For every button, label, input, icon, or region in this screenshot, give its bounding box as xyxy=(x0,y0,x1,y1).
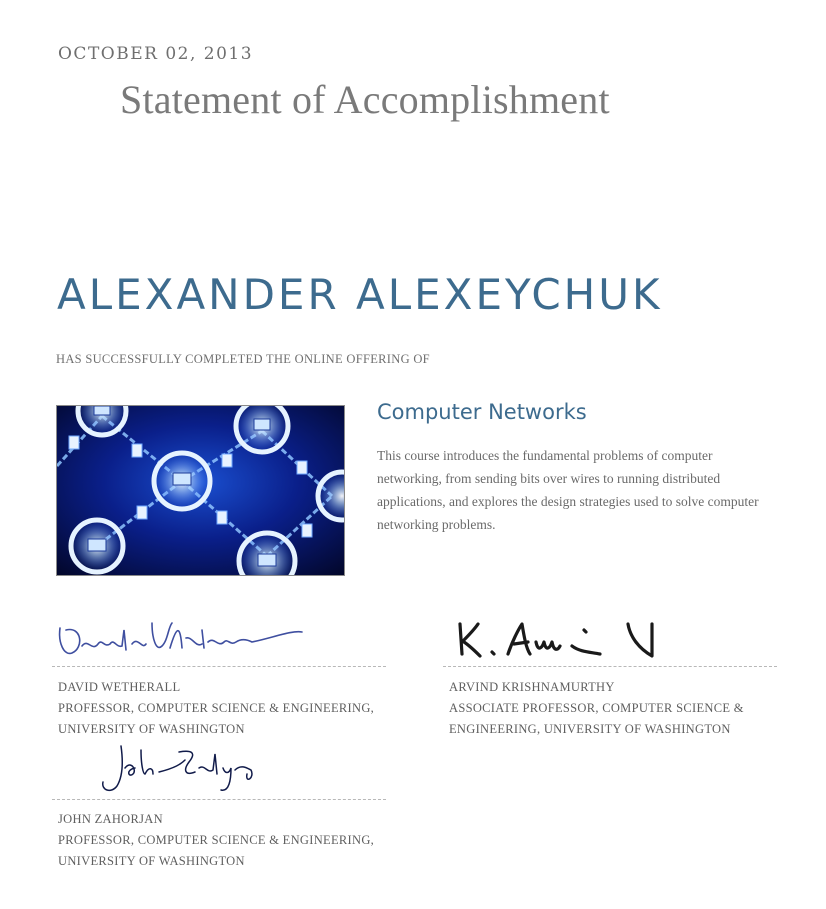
course-description: This course introduces the fundamental problems of computer networking, from sending bits over wires to running distributed applications, and explores the design strategies used to solve computer networking problems. xyxy=(377,448,759,532)
course-image xyxy=(56,405,345,576)
signature-krishnamurthy xyxy=(452,612,672,668)
signatory-2 xyxy=(449,677,744,740)
signatory-1-title-line1: PROFESSOR, COMPUTER SCIENCE & ENGINEERING, xyxy=(58,701,375,715)
completion-statement: HAS SUCCESSFULLY COMPLETED THE ONLINE OFFERING OF xyxy=(56,352,430,366)
signatory-2-title-line1: ASSOCIATE PROFESSOR, COMPUTER SCIENCE & xyxy=(449,701,744,715)
signatory-3-name: JOHN ZAHORJAN xyxy=(58,812,163,826)
signatory-3 xyxy=(58,809,374,872)
signatory-1 xyxy=(58,677,374,740)
signatory-2-name: ARVIND KRISHNAMURTHY xyxy=(449,680,615,694)
network-diagram-illustration-icon xyxy=(57,406,344,575)
signatory-2-title-line2: ENGINEERING, UNIVERSITY OF WASHINGTON xyxy=(449,722,731,736)
signatory-1-name: DAVID WETHERALL xyxy=(58,680,181,694)
signature-zahorjan xyxy=(95,740,275,798)
recipient-name: ALEXANDER ALEXEYCHUK xyxy=(57,270,663,319)
signatory-3-title-line2: UNIVERSITY OF WASHINGTON xyxy=(58,854,245,868)
signature-wetherall xyxy=(52,608,312,668)
certificate-title: Statement of Accomplishment xyxy=(120,77,610,122)
signatory-1-title-line2: UNIVERSITY OF WASHINGTON xyxy=(58,722,245,736)
certificate-date: OCTOBER 02, 2013 xyxy=(58,44,254,64)
signatory-3-title-line1: PROFESSOR, COMPUTER SCIENCE & ENGINEERING, xyxy=(58,833,375,847)
signature-line-2 xyxy=(443,666,777,667)
signature-line-3 xyxy=(52,799,386,800)
course-title: Computer Networks xyxy=(377,400,587,424)
signature-line-1 xyxy=(52,666,386,667)
